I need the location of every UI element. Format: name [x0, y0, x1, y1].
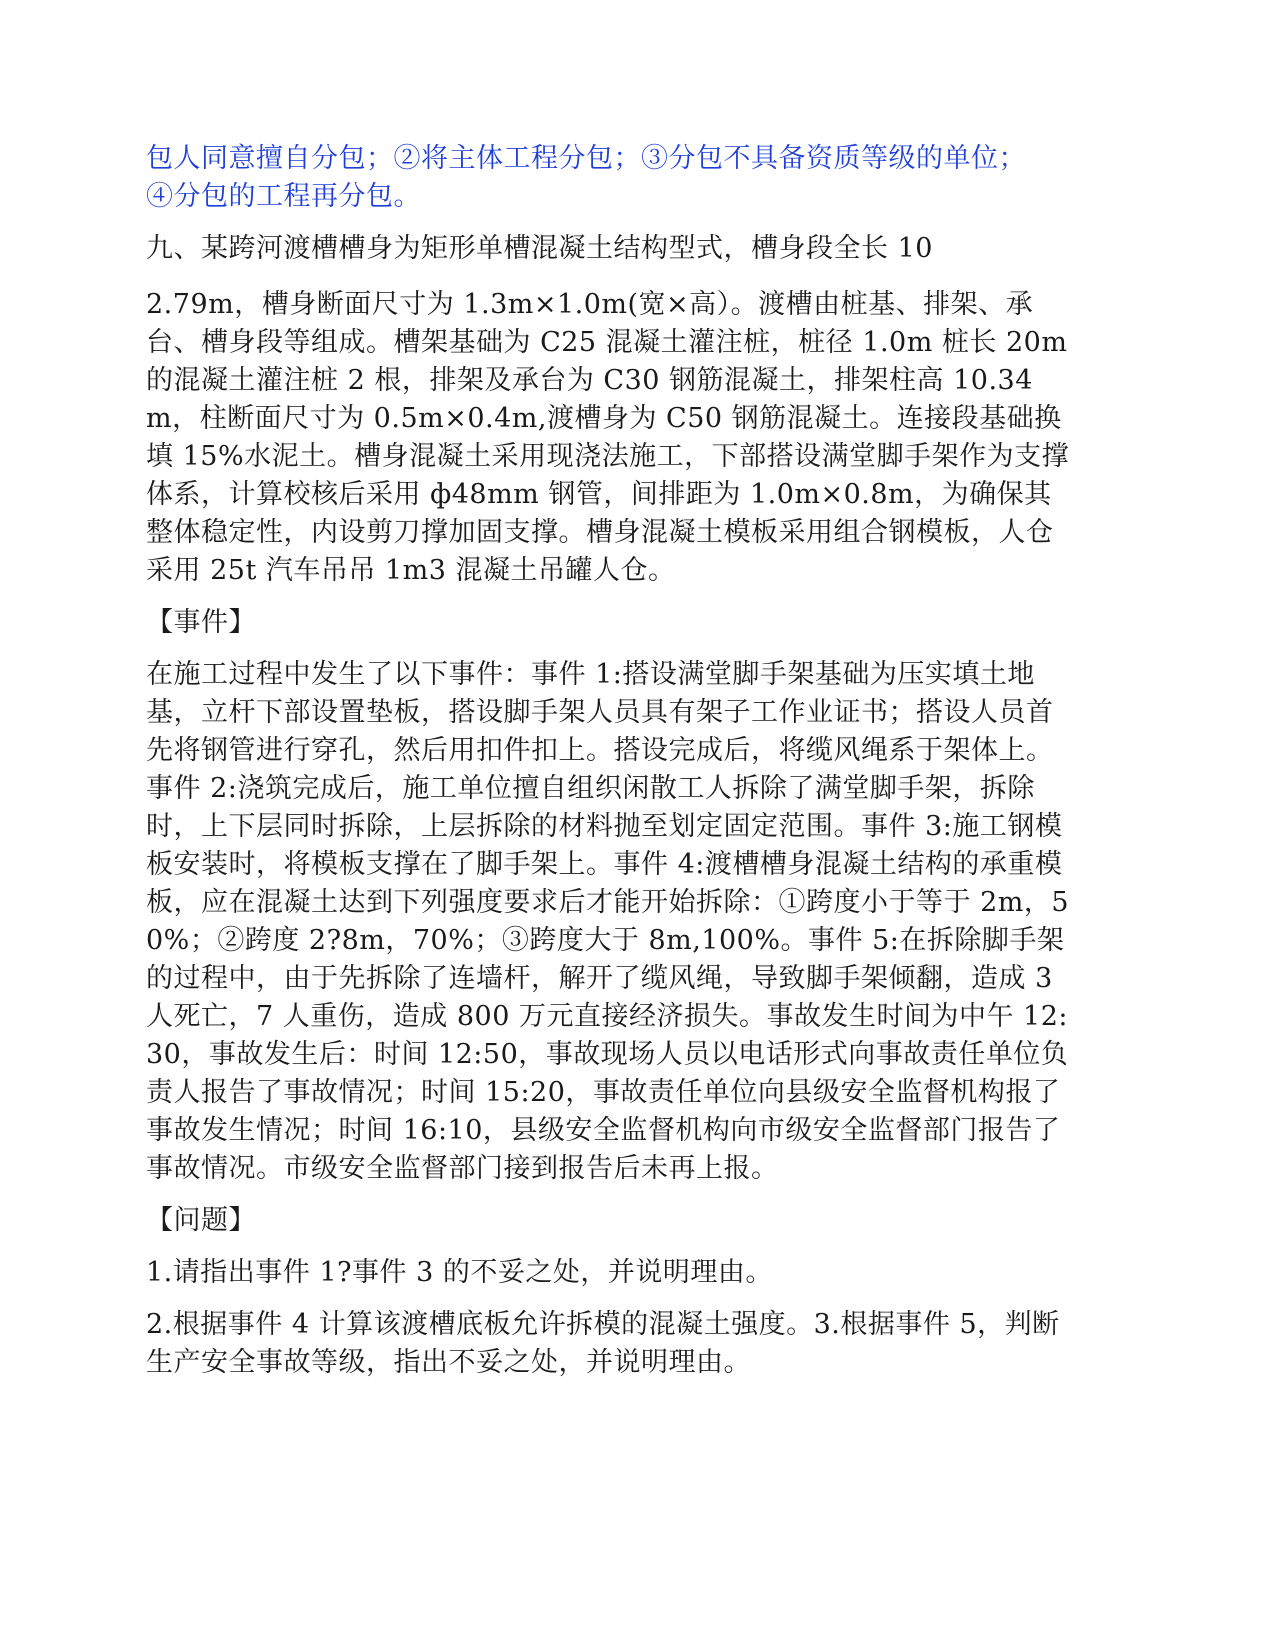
- document-page: [146, 140, 1076, 1382]
- case-heading: 九、某跨河渡槽槽身为矩形单槽混凝土结构型式，槽身段全长 10: [146, 233, 933, 264]
- events-body: 在施工过程中发生了以下事件：事件 1:搭设满堂脚手架基础为压实填土地基，立杆下部设置垫板，搭设脚手架人员具有架子工作业证书；搭设人员首先将钢管进行穿孔，然后用扣件扣上。搭设完成后，将缆风绳系于架体上。事件 2:浇筑完成后，施工单位擅自组织闲散工人拆除了满堂脚手架，拆除时，上下层同时拆除，上层拆除的材料抛至划定固定范围。事件 3:施工钢模板安装时，将模板支撑在了脚手架上。事件 4:渡槽槽身混凝土结构的承重模板，应在混凝土达到下列强度要求后才能开始拆除：①跨度小于等于 2m，50%；②跨度 2?8m，70%；③跨度大于 8m,100%。事件 5:在拆除脚手架的过程中，由于先拆除了连墙杆，解开了缆风绳，导致脚手架倾翻，造成 3 人死亡，7 人重伤，造成 800 万元直接经济损失。事故发生时间为中午 12:30，事故发生后：时间 12:50，事故现场人员以电话形式向事故责任单位负责人报告了事故情况；时间 15:20，事故责任单位向县级安全监督机构报了事故发生情况；时间 16:10，县级安全监督机构向市级安全监督部门报告了事故情况。市级安全监督部门接到报告后未再上报。: [146, 659, 1070, 1184]
- intro-line-1: 包人同意擅自分包；②将主体工程分包；③分包不具备资质等级的单位；: [146, 143, 1026, 174]
- case-body: 2.79m，槽身断面尺寸为 1.3m×1.0m(宽×高）。渡槽由桩基、排架、承台、槽身段等组成。槽架基础为 C25 混凝土灌注桩，桩径 1.0m 桩长 20m 的混凝土灌注桩 2 根，排架及承台为 C30 钢筋混凝土，排架柱高 10.34m，柱断面尺寸为 0.5m×0.4m,渡槽身为 C50 钢筋混凝土。连接段基础换填 15%水泥土。槽身混凝土采用现浇法施工，下部搭设满堂脚手架作为支撑体系，计算校核后采用 ф48mm 钢管，间排距为 1.0m×0.8m，为确保其整体稳定性，内设剪刀撑加固支撑。槽身混凝土模板采用组合钢模板，人仓采用 25t 汽车吊吊 1m3 混凝土吊罐人仓。: [146, 289, 1077, 586]
- question-1: 1.请指出事件 1?事件 3 的不妥之处，并说明理由。: [146, 1257, 773, 1288]
- question-2-3: 2.根据事件 4 计算该渡槽底板允许拆模的混凝土强度。3.根据事件 5，判断生产安全事故等级，指出不妥之处，并说明理由。: [146, 1309, 1060, 1378]
- events-heading: 【事件】: [146, 607, 256, 638]
- questions-heading: 【问题】: [146, 1205, 256, 1236]
- intro-line-2: ④分包的工程再分包。: [146, 181, 421, 212]
